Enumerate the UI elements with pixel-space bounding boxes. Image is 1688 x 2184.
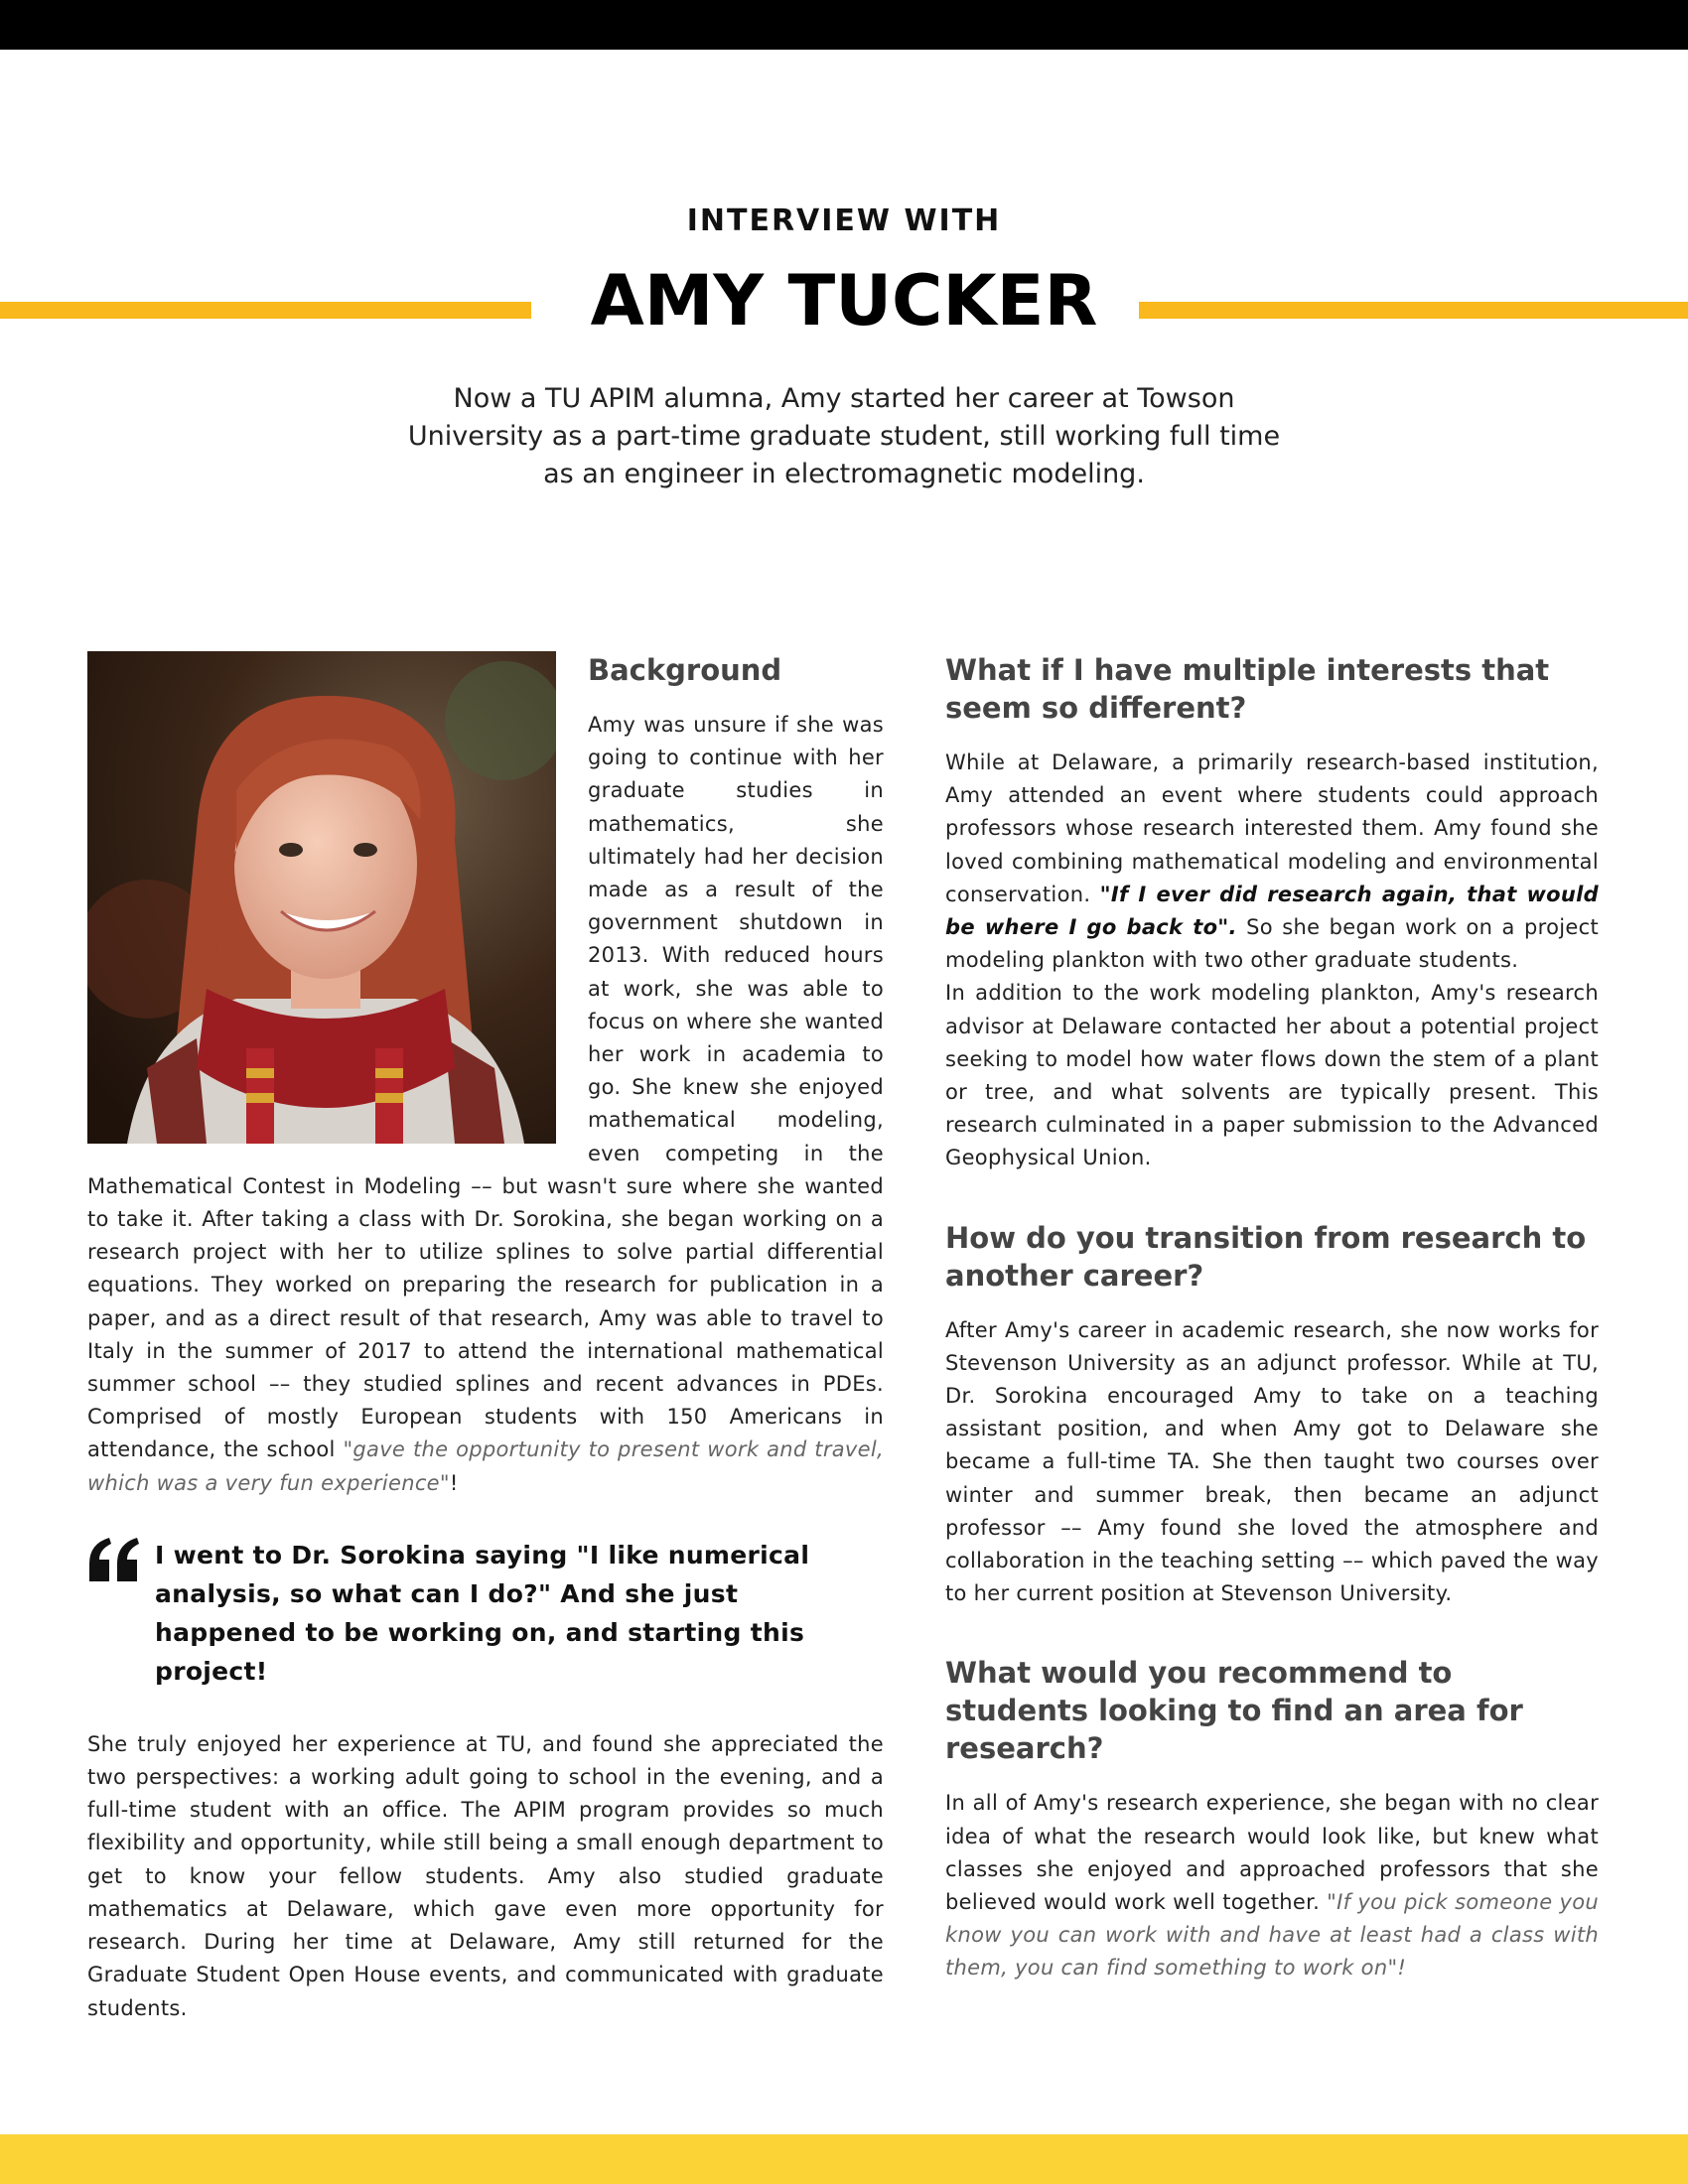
interests-paragraph-2: In addition to the work modeling plankton, Amy's research advisor at Delaware contacted her about a potential project seeking to model how water flows down the stem of a plant or tree, and what solvents are typically present. This research culminated in a paper submission to the Advanced Geophysical Union. (945, 981, 1599, 1170)
recommend-quote: "If you pick someone you know you can work with and have at least had a class with them, you can find something to work on"! (945, 1890, 1599, 1980)
recommend-heading: What would you recommend to students looking to find an area for research? (945, 1656, 1523, 1766)
recommend-paragraph (945, 1787, 1599, 1984)
background-end: ! (449, 1470, 459, 1495)
background-heading: Background (588, 653, 782, 687)
quote-mark-icon (87, 1538, 141, 1581)
transition-heading: How do you transition from research to another career? (945, 1220, 1587, 1293)
interests-quote: "If I ever did research again, that would be where I go back to". (945, 882, 1599, 940)
interests-text: While at Delaware, a primarily research-based institution, Amy attended an event where students could approach professors whose research interested them. Amy found she loved combining mathematical modeling and environmental conservation. (945, 751, 1599, 906)
kicker: INTERVIEW WITH (686, 204, 1002, 238)
page-title: AMY TUCKER (590, 260, 1098, 341)
interests-paragraph-1 (945, 747, 1599, 977)
pull-quote-text: I went to Dr. Sorokina saying "I like numerical analysis, so what can I do?" And she just happened to be working on, and starting this project! (155, 1540, 810, 1686)
right-column (945, 651, 1599, 1985)
background-text: Amy was unsure if she was going to continue with her graduate studies in mathematics, she ultimately had her decision made as a result of the government shutdown in 2013. With reduced hours at work, she was able to focus on where she wanted her work in academia to go. She knew she enjoyed mathematical modeling, even competing in the Mathematical Contest in Modeling –– but wasn't sure where she wanted to take it. After taking a class with Dr. Sorokina, she began working on a research project with her to utilize splines to solve partial differential equations. They worked on preparing the research for publication in a paper, and as a direct result of that research, Amy was able to travel to Italy in the summer of 2017 to attend the international mathematical summer school –– they studied splines and recent advances in PDEs. Comprised of mostly European students with 150 Americans in attendance, the school (87, 713, 884, 1462)
footer-bar (0, 2134, 1688, 2184)
intro-text: Now a TU APIM alumna, Amy started her career at Towson University as a part-time graduate student, still working full time as an engineer in electromagnetic modeling. (407, 383, 1281, 489)
photo-spacer (87, 651, 588, 1167)
recommend-text: In all of Amy's research experience, she began with no clear idea of what the research would look like, but knew what classes she enjoyed and approached professors that she believed would work well together. (945, 1791, 1599, 1915)
left-column (87, 651, 884, 2025)
background-quote: "gave the opportunity to present work and travel, which was a very fun experience" (87, 1437, 884, 1495)
transition-paragraph: After Amy's career in academic research, she now works for Stevenson University as an adjunct professor. While at TU, Dr. Sorokina encouraged Amy to take on a teaching assistant position, and when Amy got to Delaware she became a full-time TA. She then taught two courses over winter and summer break, then became an adjunct professor –– Amy found she loved the atmosphere and collaboration in the teaching setting –– which paved the way to her current position at Stevenson University. (945, 1317, 1599, 1606)
pull-quote (87, 1536, 884, 1691)
experience-paragraph: She truly enjoyed her experience at TU, and found she appreciated the two perspectives: a working adult going to school in the evening, and a full-time student with an office. The APIM program provides so much flexibility and opportunity, while still being a small enough department to get to know your fellow students. Amy also studied graduate mathematics at Delaware, which gave even more opportunity for research. During her time at Delaware, Amy still returned for the Graduate Student Open House events, and communicated with graduate students. (87, 1731, 884, 2020)
top-bar (0, 0, 1688, 50)
interests-heading: What if I have multiple interests that seem so different? (945, 653, 1550, 725)
interests-end: So she began work on a project modeling plankton with two other graduate students. (945, 915, 1599, 973)
title-rule-right (1139, 302, 1688, 319)
